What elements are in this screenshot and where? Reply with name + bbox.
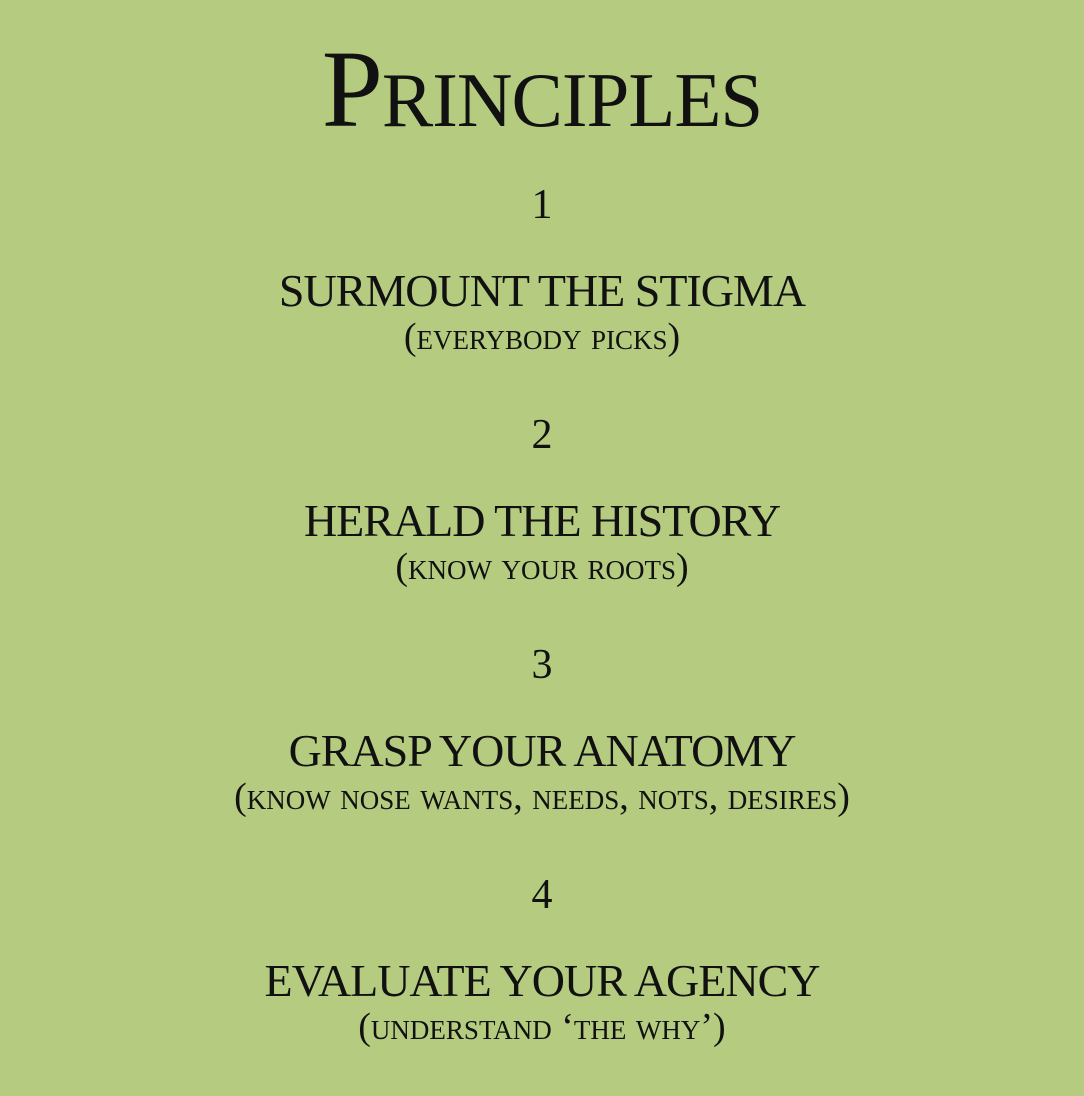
principle-heading-3: GRASP YOUR ANATOMY xyxy=(288,725,796,776)
principle-heading-2: HERALD THE HISTORY xyxy=(303,495,781,546)
principle-heading-4: EVALUATE YOUR AGENCY xyxy=(264,955,820,1006)
principle-subheading-1: (everybody picks) xyxy=(403,316,681,358)
principle-heading-1: SURMOUNT THE STIGMA xyxy=(278,265,806,316)
principle-number-2: 2 xyxy=(531,412,553,458)
principle-number-4: 4 xyxy=(531,872,553,918)
principle-number-1: 1 xyxy=(531,182,553,228)
principle-subheading-2: (know your roots) xyxy=(395,546,689,588)
principle-subheading-4: (understand ‘the why’) xyxy=(358,1006,726,1048)
page-title: Principles xyxy=(321,28,763,150)
principle-number-3: 3 xyxy=(531,642,553,688)
principle-subheading-3: (know nose wants, needs, nots, desires) xyxy=(234,776,850,818)
